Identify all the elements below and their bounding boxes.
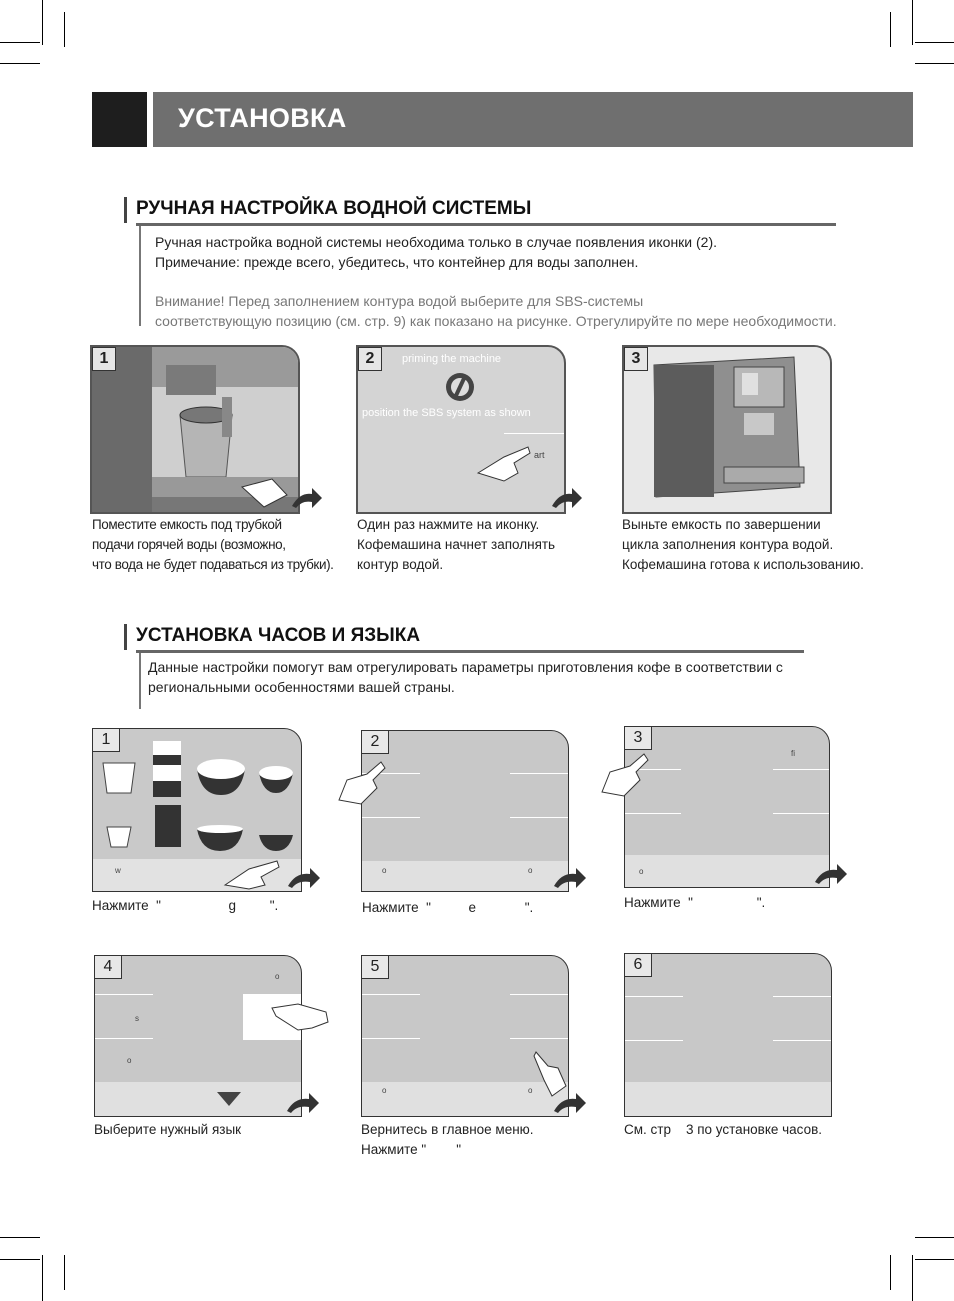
step2-caption-3: контур водой. (357, 557, 444, 572)
screen-tiny-text: o (528, 1086, 533, 1095)
menu-divider (510, 817, 568, 818)
scroll-down-icon[interactable] (217, 1092, 241, 1108)
menu-divider (95, 994, 153, 995)
step3-photo (622, 345, 832, 514)
section-underline (136, 223, 836, 226)
step1-caption-2: подачи горячей воды (возможно, (92, 537, 286, 552)
header-block (92, 92, 147, 147)
hand-icon (268, 998, 330, 1034)
next-arrow-icon[interactable] (287, 1093, 319, 1115)
section1-text-1: Ручная настройка водной системы необходима только в случае появления иконки (2). (155, 234, 718, 250)
crop-mark (915, 1237, 954, 1238)
step3-number: 3 (624, 347, 648, 371)
crop-mark (0, 63, 40, 64)
screen-number: 5 (362, 956, 389, 979)
screen-tiny-text: o (382, 866, 387, 875)
menu-divider (510, 773, 568, 774)
section-marker (124, 197, 127, 223)
next-arrow-icon[interactable] (815, 864, 847, 886)
section2-text-2: региональными особенностями вашей страны. (148, 679, 455, 695)
menu-divider (362, 817, 420, 818)
screen-number: 3 (625, 727, 652, 750)
sbs-icon (444, 371, 476, 403)
settings-screen-5 (361, 955, 569, 1117)
menu-divider (773, 996, 831, 997)
next-arrow-icon (292, 488, 322, 510)
section1-warning-1: Внимание! Перед заполнением контура водой выберите для SBS-системы (155, 293, 644, 309)
screen6-caption: См. стр 3 по установке часов. (624, 1122, 823, 1137)
hand-icon (532, 1050, 568, 1098)
step2-number: 2 (358, 347, 382, 371)
coffee-machine-illustration (92, 347, 298, 512)
screen3-caption: Нажмите " ". (624, 895, 766, 910)
screen5-caption-2: Нажмите " " (361, 1142, 461, 1157)
crop-mark (912, 0, 913, 45)
menu-divider (95, 1038, 153, 1039)
hand-icon (337, 760, 387, 808)
screen-text: position the SBS system as shown (362, 407, 531, 419)
screen-line (504, 433, 564, 434)
menu-divider (510, 1038, 568, 1039)
step1-photo (90, 345, 300, 514)
next-arrow-icon[interactable] (554, 1093, 586, 1115)
section-underline (136, 650, 804, 653)
crop-mark (0, 1259, 40, 1260)
coffee-machine-illustration (624, 347, 830, 512)
screen-toolbar (625, 1082, 831, 1116)
screen-number: 1 (93, 729, 120, 752)
page-title: УСТАНОВКА (178, 103, 347, 133)
menu-divider (773, 1040, 831, 1041)
crop-mark (912, 1255, 913, 1301)
section1-title: РУЧНАЯ НАСТРОЙКА ВОДНОЙ СИСТЕМЫ (136, 198, 532, 219)
crop-mark (42, 1255, 43, 1301)
hand-icon (474, 443, 534, 483)
crop-mark (915, 1259, 954, 1260)
section1-warning-2: соответствующую позицию (см. стр. 9) как показано на рисунке. Отрегулируйте по мере необходимости. (155, 313, 837, 329)
step1-caption-1: Поместите емкость под трубкой (92, 517, 282, 532)
settings-screen-2 (361, 730, 569, 892)
screen-tiny-text: o (528, 866, 533, 875)
next-arrow-icon[interactable] (288, 868, 320, 890)
settings-screen-4 (94, 955, 302, 1117)
menu-divider (362, 1038, 420, 1039)
crop-mark (890, 1255, 891, 1290)
next-arrow-icon[interactable] (554, 868, 586, 890)
step2-caption-1: Один раз нажмите на иконку. (357, 517, 540, 532)
hand-icon (221, 859, 283, 891)
screen-tiny-text: o (639, 867, 644, 876)
screen1-caption: Нажмите " g ". (92, 898, 279, 913)
crop-mark (42, 0, 43, 45)
crop-mark (64, 1255, 65, 1290)
step3-caption-3: Кофемашина готова к использованию. (622, 557, 864, 572)
section-vline (139, 653, 141, 709)
screen-toolbar (625, 855, 829, 887)
section2-text-1: Данные настройки помогут вам отрегулировать параметры приготовления кофе в соответствии с (148, 659, 783, 675)
menu-divider (773, 813, 829, 814)
settings-screen-6 (624, 953, 832, 1117)
drinks-grid (93, 729, 301, 859)
screen-tiny-text: fi (791, 749, 795, 758)
screen-tiny-text: o (127, 1056, 132, 1065)
settings-screen-3 (624, 726, 830, 888)
screen-tiny-text: o (382, 1086, 387, 1095)
crop-mark (64, 12, 65, 47)
section-marker (124, 624, 127, 650)
screen-number: 2 (362, 731, 389, 754)
screen-tiny-text: o (275, 972, 280, 981)
screen-title: priming the machine (402, 353, 502, 365)
menu-divider (625, 996, 683, 997)
screen-tiny-text: w (115, 866, 121, 875)
screen-number: 4 (95, 956, 122, 979)
menu-divider (625, 1040, 683, 1041)
section2-title: УСТАНОВКА ЧАСОВ И ЯЗЫКА (136, 625, 421, 646)
crop-mark (915, 42, 954, 43)
menu-divider (625, 813, 681, 814)
screen-tiny-text: s (135, 1014, 139, 1023)
crop-mark (890, 12, 891, 47)
menu-divider (362, 994, 420, 995)
next-arrow-icon (552, 488, 582, 510)
start-button[interactable]: art (534, 450, 545, 460)
screen5-caption-1: Вернитесь в главное меню. (361, 1122, 534, 1137)
step3-caption-2: цикла заполнения контура водой. (622, 537, 834, 552)
hand-icon (600, 752, 650, 800)
step1-number: 1 (92, 347, 116, 371)
section-vline (139, 226, 141, 326)
step2-screen (356, 345, 566, 514)
menu-divider (773, 769, 829, 770)
screen-toolbar (95, 1082, 301, 1116)
crop-mark (915, 63, 954, 64)
step3-caption-1: Выньте емкость по завершении (622, 517, 821, 532)
menu-divider (510, 994, 568, 995)
screen2-caption: Нажмите " e ". (362, 900, 534, 915)
section1-text-2: Примечание: прежде всего, убедитесь, что контейнер для воды заполнен. (155, 254, 639, 270)
step2-caption-2: Кофемашина начнет заполнять (357, 537, 556, 552)
step1-caption-3: что вода не будет подаваться из трубки). (92, 557, 334, 572)
screen4-caption: Выберите нужный язык (94, 1122, 242, 1137)
crop-mark (0, 1237, 40, 1238)
screen-toolbar (362, 861, 568, 891)
screen-number: 6 (625, 954, 652, 977)
settings-screen-1 (92, 728, 302, 892)
crop-mark (0, 42, 40, 43)
